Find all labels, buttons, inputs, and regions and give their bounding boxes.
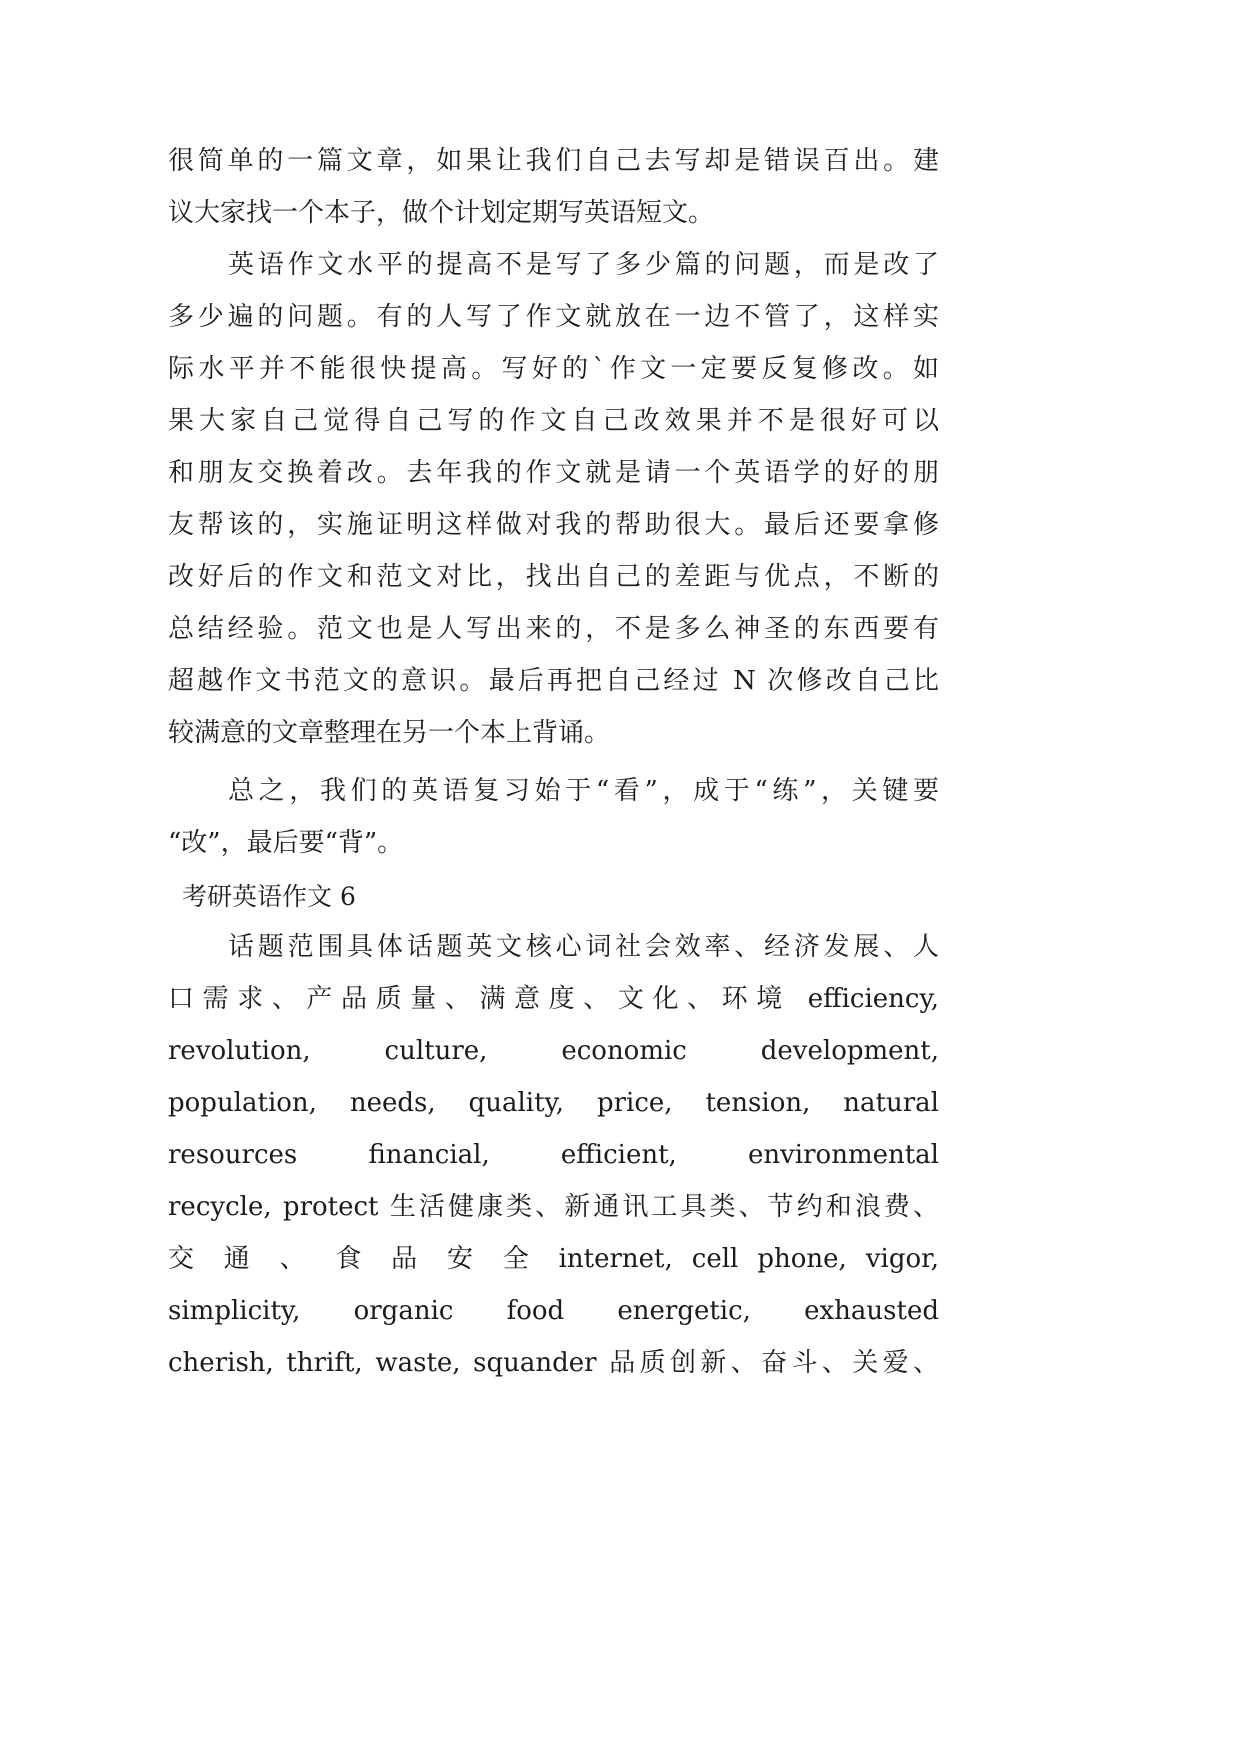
text-line: revolution, culture, economic development, <box>168 1036 939 1066</box>
text-line: 际水平并不能很快提高。写好的`作文一定要反复修改。如 <box>168 354 939 384</box>
paragraph-first-line: 英语作文水平的提高不是写了多少篇的问题，而是改了 <box>228 250 939 280</box>
text-line: 很简单的一篇文章，如果让我们自己去写却是错误百出。建 <box>168 146 939 176</box>
text-line: 较满意的文章整理在另一个本上背诵。 <box>168 718 611 748</box>
text-line: population, needs, quality, price, tension, natural <box>168 1088 939 1118</box>
text-line: 果大家自己觉得自己写的作文自己改效果并不是很好可以 <box>168 406 939 436</box>
text-line: simplicity, organic food energetic, exhausted <box>168 1296 939 1326</box>
text-line: 改好后的作文和范文对比，找出自己的差距与优点，不断的 <box>168 562 939 592</box>
text-line: 超越作文书范文的意识。最后再把自己经过 N 次修改自己比 <box>168 666 939 696</box>
text-line: 友帮该的，实施证明这样做对我的帮助很大。最后还要拿修 <box>168 510 939 540</box>
text-line: 议大家找一个本子，做个计划定期写英语短文。 <box>168 198 715 228</box>
text-line: resources financial, efficient, environmental <box>168 1140 939 1170</box>
text-line: 交 通 、 食 品 安 全 internet, cell phone, vigor, <box>168 1244 939 1274</box>
text-line: 总结经验。范文也是人写出来的，不是多么神圣的东西要有 <box>168 614 939 644</box>
text-line: 口需求、产品质量、满意度、文化、环境 efficiency, <box>168 984 939 1014</box>
text-line: 和朋友交换着改。去年我的作文就是请一个英语学的好的朋 <box>168 458 939 488</box>
section-heading: 考研英语作文 6 <box>182 882 356 911</box>
paragraph-first-line: 总之，我们的英语复习始于“看”，成于“练”，关键要 <box>228 776 939 806</box>
text-line: recycle, protect 生活健康类、新通讯工具类、节约和浪费、 <box>168 1192 939 1222</box>
text-line: cherish, thrift, waste, squander 品质创新、奋斗、关爱、 <box>168 1348 939 1378</box>
text-line: 多少遍的问题。有的人写了作文就放在一边不管了，这样实 <box>168 302 939 332</box>
paragraph-first-line: 话题范围具体话题英文核心词社会效率、经济发展、人 <box>228 932 939 962</box>
text-line: “改”，最后要“背”。 <box>168 828 404 858</box>
